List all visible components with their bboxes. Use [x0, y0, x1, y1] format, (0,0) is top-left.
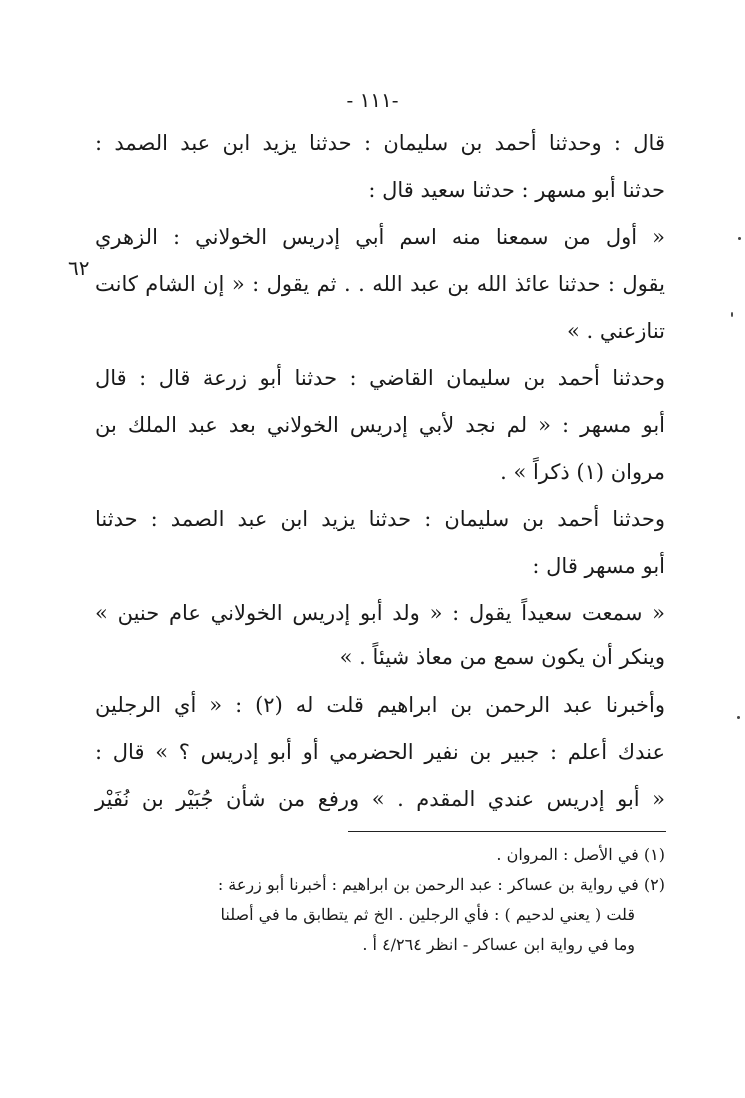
text-line: أبو مسهر : « لم نجد لأبي إدريس الخولاني بعد عبد الملك بن	[95, 413, 665, 437]
text-line: « أبو إدريس عندي المقدم . » ورفع من شأن جُبَيْر بن نُفَيْر	[95, 787, 665, 811]
text-line: وينكر أن يكون سمع من معاذ شيئاً . »	[339, 645, 665, 669]
footnote-line: قلت ( يعني لدحيم ) : فأي الرجلين . الخ ثم يتطابق ما في أصلنا	[220, 905, 635, 924]
text-line: عندك أعلم : جبير بن نفير الحضرمي أو أبو إدريس ؟ » قال :	[95, 740, 665, 764]
margin-note: ٦٢	[68, 256, 90, 280]
text-line: وحدثنا أحمد بن سليمان : حدثنا يزيد ابن عبد الصمد : حدثنا	[95, 507, 665, 531]
text-line: أبو مسهر قال :	[532, 554, 665, 578]
print-speck	[737, 716, 740, 719]
print-speck	[731, 312, 733, 317]
text-line: « أول من سمعنا منه اسم أبي إدريس الخولاني : الزهري	[95, 225, 665, 249]
footnote-divider	[348, 831, 666, 832]
footnote-line: (١) في الأصل : المروان .	[496, 845, 665, 864]
footnote-line: وما في رواية ابن عساكر - انظر ٤/٢٦٤ أ .	[362, 935, 635, 954]
text-line: قال : وحدثنا أحمد بن سليمان : حدثنا يزيد ابن عبد الصمد :	[95, 131, 665, 155]
text-line: وحدثنا أحمد بن سليمان القاضي : حدثنا أبو زرعة قال : قال	[95, 366, 665, 390]
text-line: مروان (١) ذكراً » .	[500, 460, 665, 484]
text-line: يقول : حدثنا عائذ الله بن عبد الله . . ثم يقول : « إن الشام كانت	[95, 272, 665, 296]
text-line: تنازعني . »	[567, 319, 665, 343]
text-line: وأخبرنا عبد الرحمن بن ابراهيم قلت له (٢) : « أي الرجلين	[95, 693, 665, 717]
text-line: حدثنا أبو مسهر : حدثنا سعيد قال :	[368, 178, 665, 202]
footnote-line: (٢) في رواية بن عساكر : عبد الرحمن بن ابراهيم : أخبرنا أبو زرعة :	[217, 875, 665, 894]
print-speck	[738, 237, 741, 240]
page-number: -١١١ -	[346, 88, 399, 112]
text-line: « سمعت سعيداً يقول : « ولد أبو إدريس الخولاني عام حنين »	[95, 601, 665, 625]
